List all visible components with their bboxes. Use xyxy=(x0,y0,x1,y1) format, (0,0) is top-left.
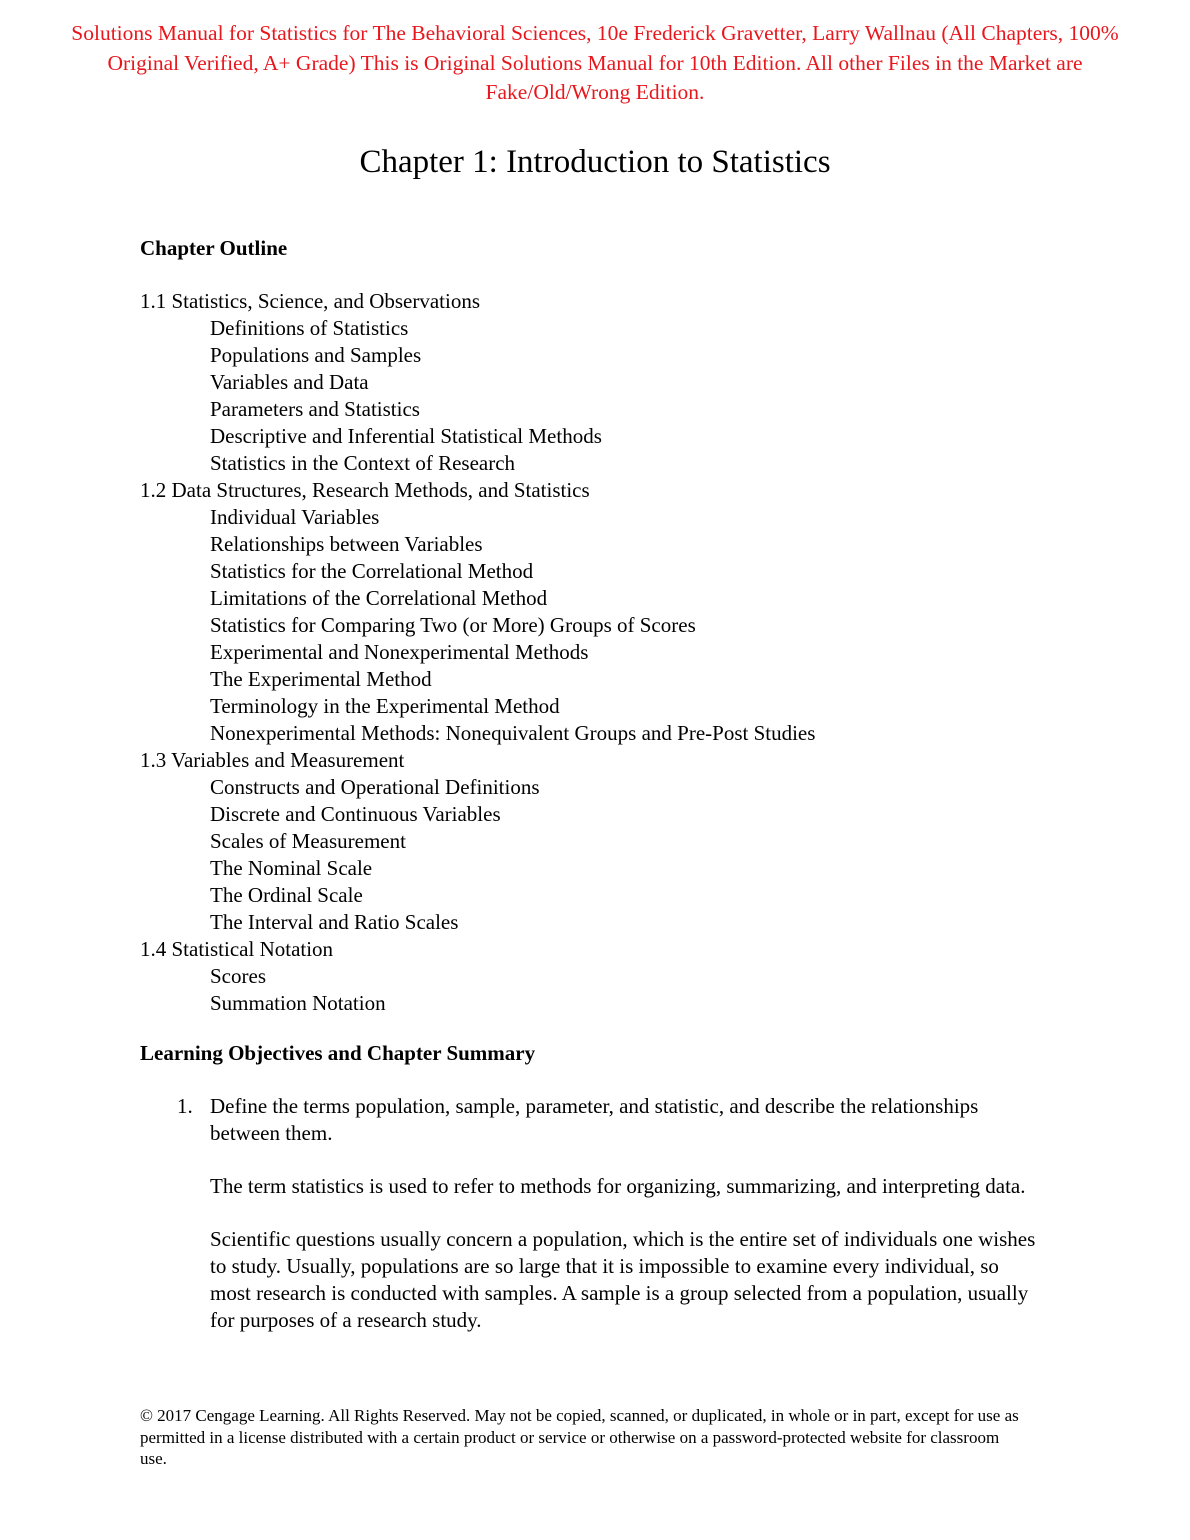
objective-number: 1. xyxy=(177,1094,193,1118)
outline-item: Experimental and Nonexperimental Methods xyxy=(210,640,589,664)
outline-item: Discrete and Continuous Variables xyxy=(210,802,501,826)
objective-prompt: Define the terms population, sample, parameter, and statistic, and describe the relationships between them. xyxy=(210,1094,979,1145)
chapter-title: Chapter 1: Introduction to Statistics xyxy=(359,144,831,180)
outline-item: Variables and Data xyxy=(210,370,369,394)
outline-item: The Experimental Method xyxy=(210,667,432,691)
outline-item: Scales of Measurement xyxy=(210,829,406,853)
outline-item: Limitations of the Correlational Method xyxy=(210,586,548,610)
outline-item: Nonexperimental Methods: Nonequivalent Groups and Pre-Post Studies xyxy=(210,721,816,745)
outline-item: The Ordinal Scale xyxy=(210,883,363,907)
outline-item: Constructs and Operational Definitions xyxy=(210,775,540,799)
outline-item: Summation Notation xyxy=(210,991,386,1015)
outline-section-title: 1.2 Data Structures, Research Methods, and Statistics xyxy=(140,478,590,502)
objective-paragraph: The term statistics is used to refer to methods for organizing, summarizing, and interpreting data. xyxy=(210,1174,1026,1198)
learning-objectives-heading: Learning Objectives and Chapter Summary xyxy=(140,1041,536,1065)
chapter-outline-heading: Chapter Outline xyxy=(140,236,288,260)
outline-item: Descriptive and Inferential Statistical Methods xyxy=(210,424,602,448)
chapter-outline xyxy=(140,288,1100,1017)
solutions-manual-banner: Solutions Manual for Statistics for The Behavioral Sciences, 10e Frederick Gravetter, Larry Wallnau (All Chapters, 100% Original Verified, A+ Grade) This is Original Solutions Manual for 10th Edition. All other Files in the Market are Fake/Old/Wrong Edition. xyxy=(71,21,1119,104)
copyright-footer: © 2017 Cengage Learning. All Rights Reserved. May not be copied, scanned, or duplicated, in whole or in part, except for use as permitted in a license distributed with a certain product or service or otherwise on a password-protected website for classroom use. xyxy=(140,1406,1019,1468)
outline-item: Individual Variables xyxy=(210,505,380,529)
outline-item: Scores xyxy=(210,964,266,988)
outline-item: Statistics for the Correlational Method xyxy=(210,559,534,583)
outline-item: The Nominal Scale xyxy=(210,856,373,880)
objective-body xyxy=(210,1093,1040,1334)
outline-section-title: 1.3 Variables and Measurement xyxy=(140,748,405,772)
objective-paragraph: Scientific questions usually concern a population, which is the entire set of individuals one wishes to study. Usually, populations are so large that it is impossible to examine every individual, so most research is conducted with samples. A sample is a group selected from a population, usually for purposes of a research study. xyxy=(210,1227,1036,1332)
outline-item: Populations and Samples xyxy=(210,343,422,367)
outline-item: Definitions of Statistics xyxy=(210,316,409,340)
learning-objective-item xyxy=(140,1093,1040,1360)
outline-item: Statistics in the Context of Research xyxy=(210,451,516,475)
outline-item: The Interval and Ratio Scales xyxy=(210,910,459,934)
outline-item: Terminology in the Experimental Method xyxy=(210,694,560,718)
outline-item: Statistics for Comparing Two (or More) Groups of Scores xyxy=(210,613,696,637)
outline-item: Relationships between Variables xyxy=(210,532,483,556)
outline-section-title: 1.4 Statistical Notation xyxy=(140,937,334,961)
outline-section-title: 1.1 Statistics, Science, and Observations xyxy=(140,289,481,313)
outline-item: Parameters and Statistics xyxy=(210,397,420,421)
